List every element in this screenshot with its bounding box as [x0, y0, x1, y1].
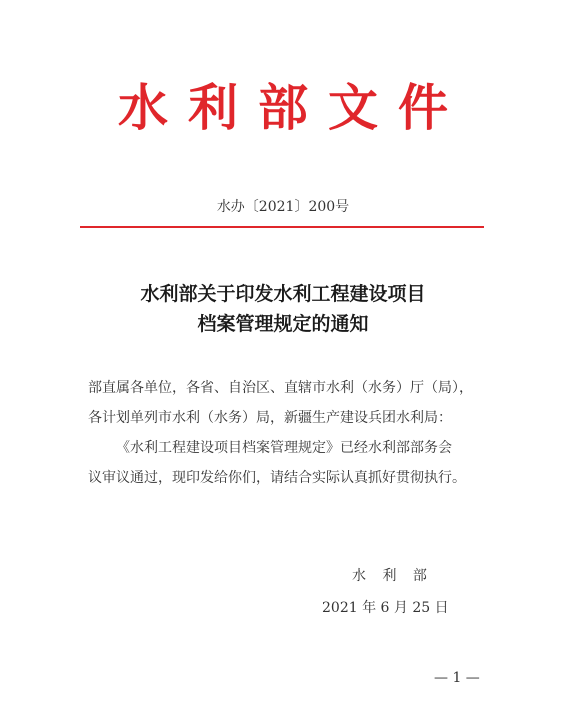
recipients-line-2: 各计划单列市水利（水务）局，新疆生产建设兵团水利局： [88, 410, 452, 426]
document-title [0, 279, 566, 339]
page-number: — 1 — [434, 670, 480, 686]
document-title-line-1: 水利部关于印发水利工程建设项目 [140, 283, 426, 305]
document-title-line-2: 档案管理规定的通知 [197, 313, 369, 335]
document-header-title: 水利部文件 [118, 79, 468, 137]
document-number: 水办〔2021〕200号 [216, 199, 350, 215]
signature-date: 2021 年 6 月 25 日 [322, 600, 449, 616]
body-paragraph-line-2: 议审议通过，现印发给你们，请结合实际认真抓好贯彻执行。 [88, 470, 466, 486]
header-divider [80, 226, 484, 228]
body-paragraph-line-1: 《水利工程建设项目档案管理规定》已经水利部部务会 [116, 440, 452, 456]
signature-organization: 水 利 部 [352, 568, 433, 584]
document-body [88, 373, 488, 493]
recipients-line-1: 部直属各单位，各省、自治区、直辖市水利（水务）厅（局）， [88, 380, 473, 396]
